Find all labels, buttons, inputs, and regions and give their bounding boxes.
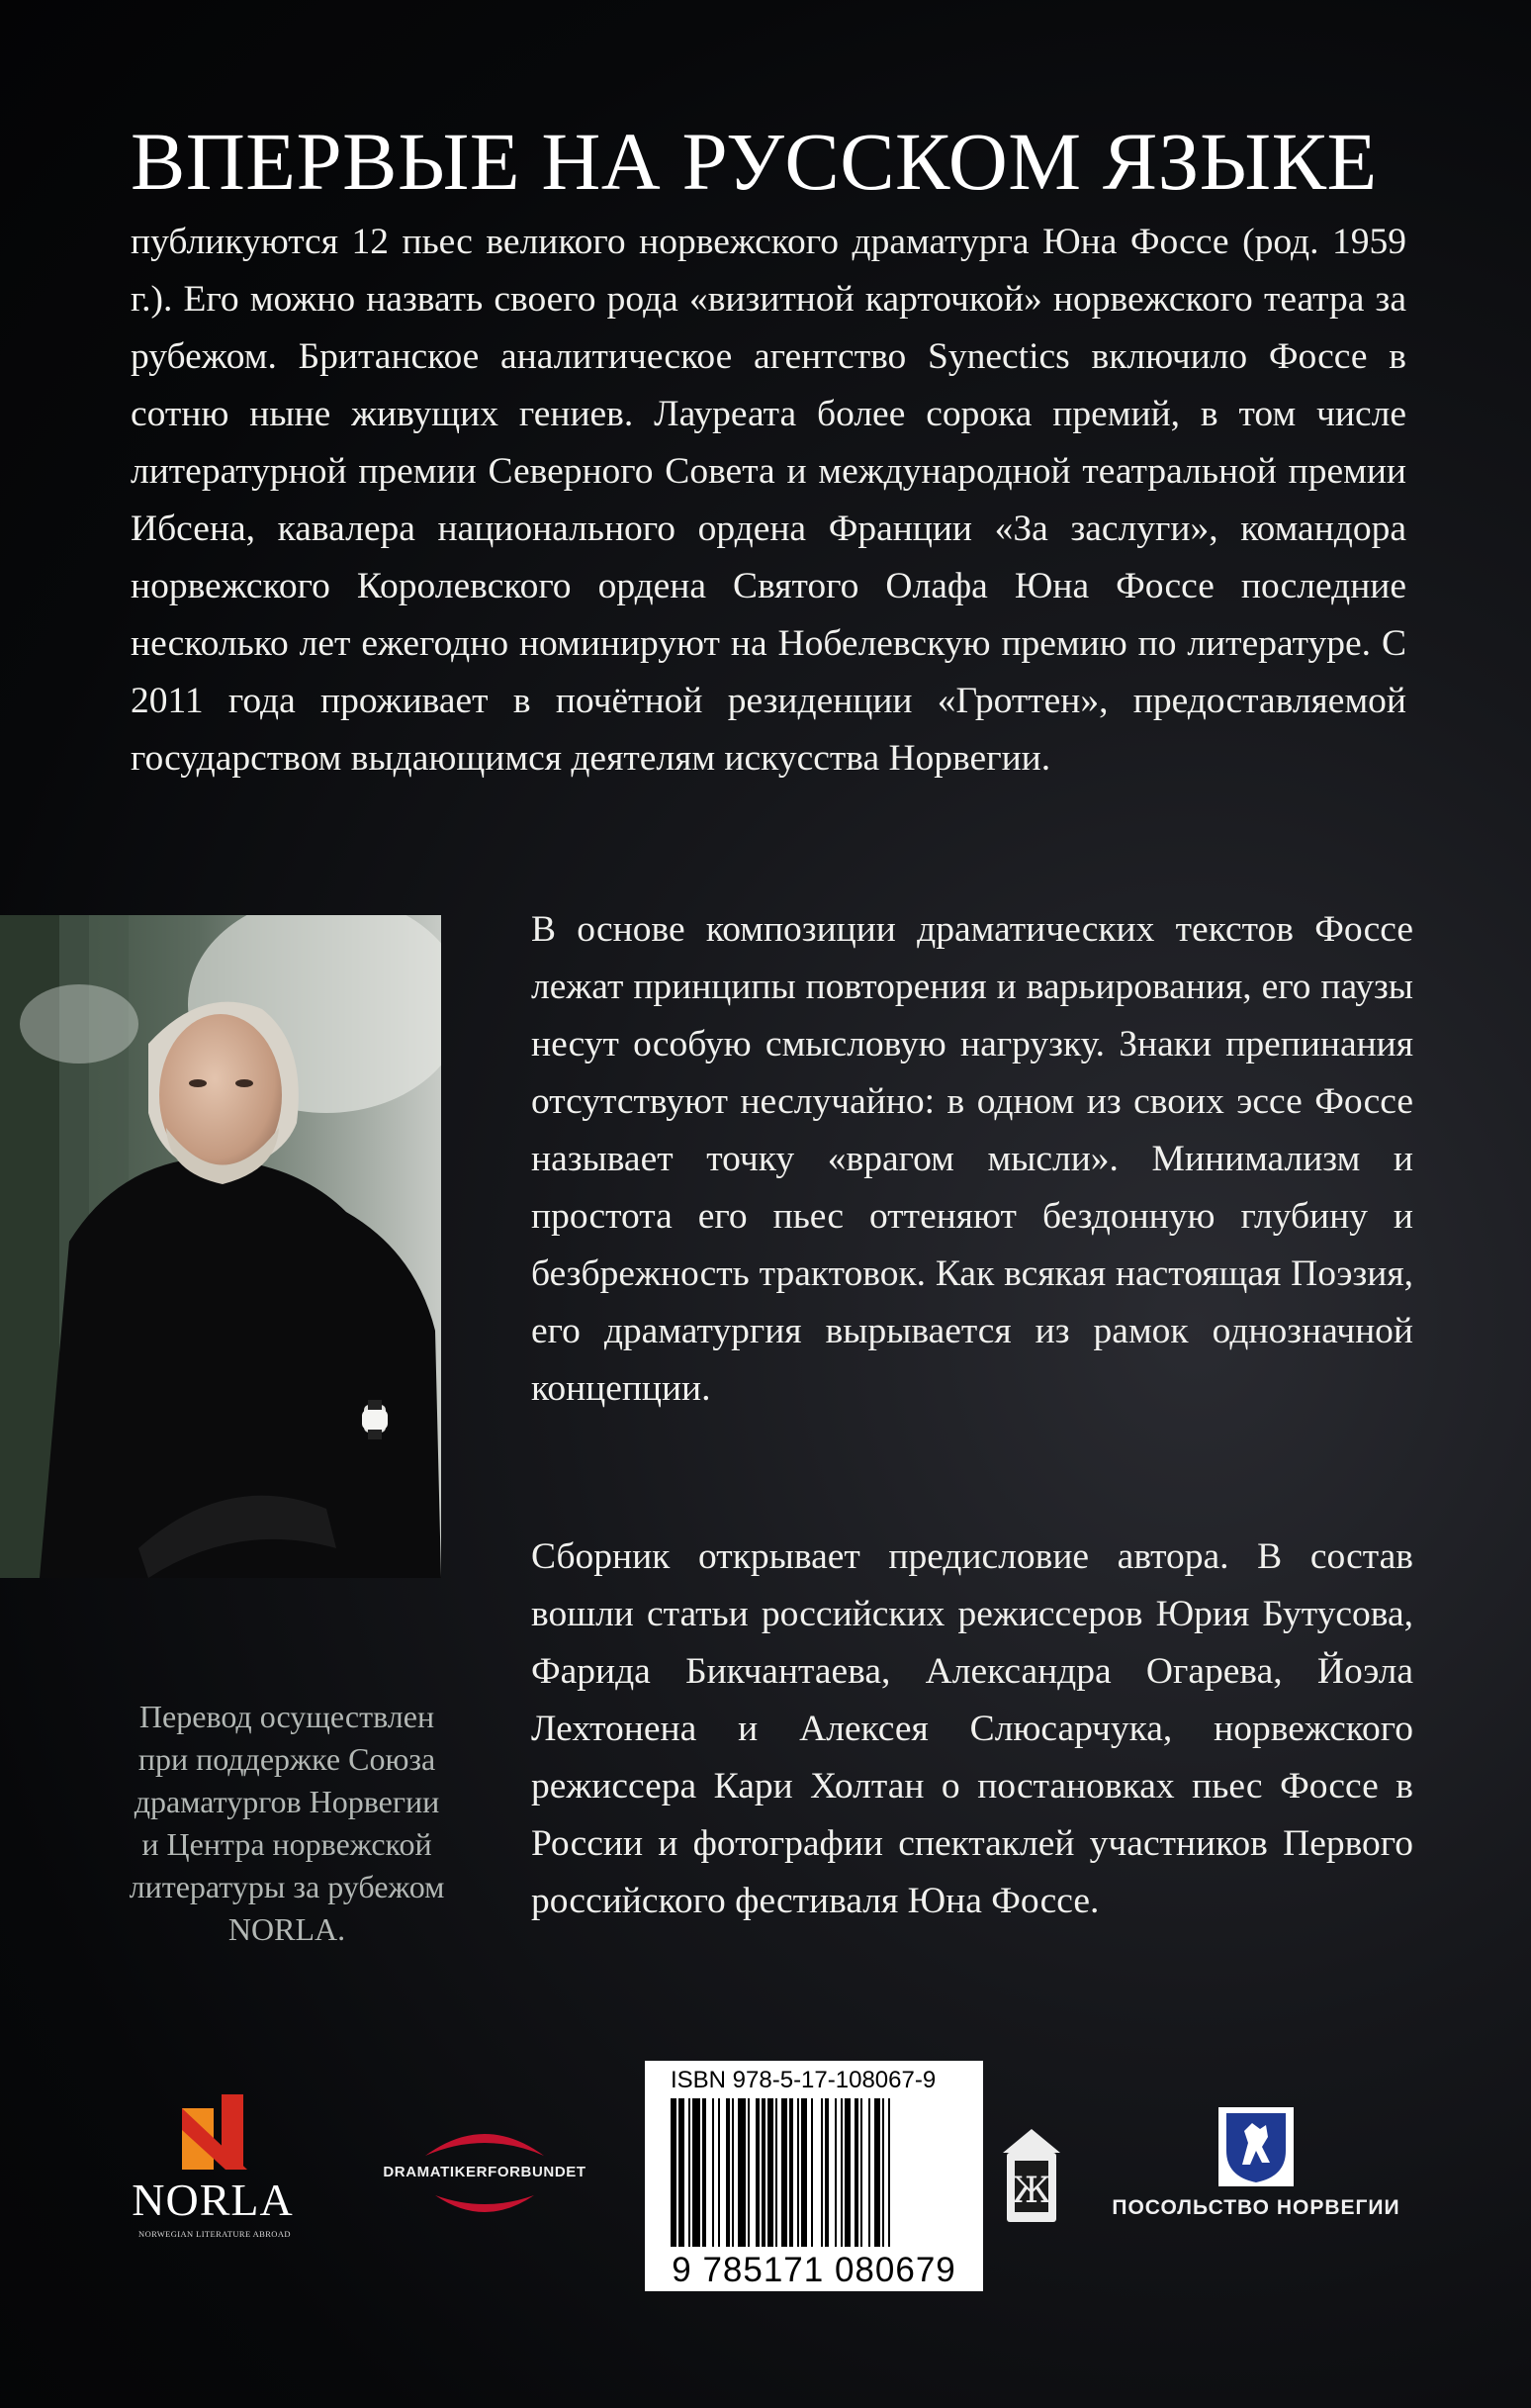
composition-paragraph: В основе композиции драматических текстов Фоссе лежат принципы повторения и варьирования, его паузы несут особую смысловую нагрузку. Знаки препинания отсутствуют неслучайно: в одном из своих эссе Фоссе называет точку «врагом мысли». Минимализм и простота его пьес оттеняют бездонную глубину и безбрежность трактовок. Как всякая настоящая Поэзия, его драматургия вырывается из рамок однозначной концепции. [531,909,1413,1409]
barcode-bars [671,2098,967,2247]
isbn-barcode [645,2061,983,2291]
svg-text:Ж: Ж [1011,2171,1052,2211]
dramatiker-wordmark: DRAMATIKERFORBUNDET [383,2164,586,2180]
norla-tagline: NORWEGIAN LITERATURE ABROAD [138,2229,291,2239]
norla-logo [119,2092,316,2241]
collection-paragraph: Сборник открывает предисловие автора. В состав вошли статьи российских режиссеров Юрия Бутусова, Фарида Бикчантаева, Александра Огарева, Йоэла Лехтонена и Алексея Слюсарчука, норвежского режиссера Кари Холтан о постановках пьес Фоссе в России и фотографии спектаклей участников Первого российского фестиваля Юна Фоссе. [531,1536,1413,1921]
barcode-digits: 9 785171 080679 [672,2251,956,2289]
lantern-icon [999,2127,1064,2226]
norla-n-icon [119,2092,316,2172]
headline: ВПЕРВЫЕ НА РУССКОМ ЯЗЫКЕ [131,116,1378,207]
intro-paragraph: публикуются 12 пьес великого норвежского драматурга Юна Фоссе (род. 1959 г.). Его можно назвать своего рода «визитной карточкой» норвежского театра за рубежом. Британское аналитическое агентство Synectics включило Фоссе в сотню ныне живущих гениев. Лауреата более сорока премий, в том числе литературной премии Северного Совета и международной театральной премии Ибсена, кавалера национального ордена Франции «За заслуги», командора норвежского Королевского ордена Святого Олафа Юна Фоссе последние несколько лет ежегодно номинируют на Нобелевскую премию по литературе. С 2011 года проживает в почётной резиденции «Гроттен», предоставляемой государством выдающимся деятелям искусства Норвегии. [131,222,1406,779]
author-photo [0,915,441,1578]
norla-wordmark: NORLA [132,2175,294,2225]
translation-credit: Перевод осуществлен при поддержке Союза драматургов Норвегии и Центра норвежской литературы за рубежом NORLA. [129,1699,445,1947]
embassy-wordmark: ПОСОЛЬСТВО НОРВЕГИИ [1112,2196,1400,2219]
embassy-logo [1088,2107,1424,2236]
dramatiker-logo [336,2122,633,2231]
lantern-publisher-logo [999,2127,1064,2226]
isbn-label: ISBN 978-5-17-108067-9 [671,2067,937,2093]
norwegian-lion-crest-icon [1218,2107,1294,2186]
